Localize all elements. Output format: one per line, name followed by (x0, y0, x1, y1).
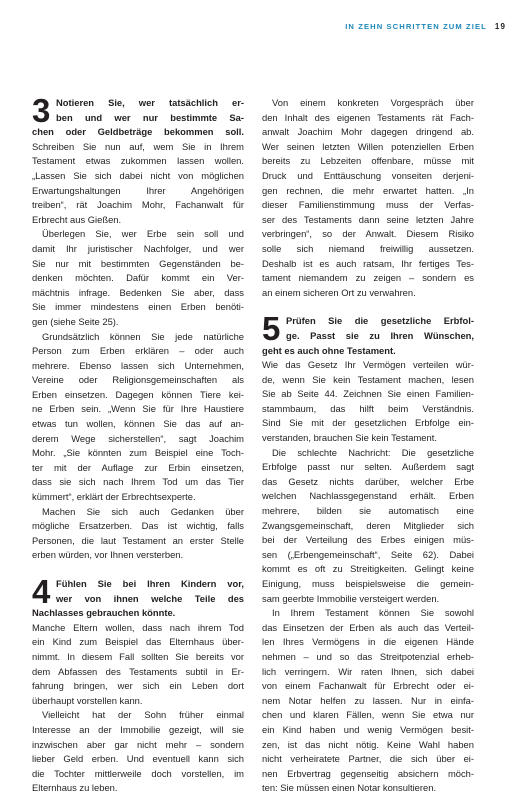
step-heading-line: Notieren Sie, wer tatsächlich er- (56, 97, 244, 108)
step-heading-line: ben und wer nur bestimmte Sa- (56, 111, 244, 123)
body-text-line: de, wenn Sie kein Testament machen, lesen (262, 373, 474, 385)
body-text-line: ne Erben sein. „Wenn Sie für Ihre Haustiere (32, 403, 244, 415)
body-text-line: von einem Fachanwalt für Erbrecht oder ei- (262, 680, 474, 692)
body-text-line: fahrung bringen, wer sich ein Leben dort (32, 680, 244, 692)
body-text-line: sen („Erbengemeinschaft“, Seite 62). Dabei (262, 548, 474, 560)
step-heading-line: Prüfen Sie die gesetzliche Erbfol- (286, 315, 474, 327)
body-text-line: chen und klaren Fällen, wenn Sie etwa nur (262, 709, 474, 721)
body-text-line: len Ihres Vermögens in die eigenen Hände (262, 636, 474, 648)
body-text-line: ten: Sie müssen einen Notar konsultieren. (262, 782, 437, 794)
body-text-line: sam geerbte Immobilie versteigert werden. (262, 592, 440, 604)
body-text-line: Erwartungshaltungen Ihrer Angehörigen (32, 184, 244, 196)
body-text-line: erben würden, vor Ihnen versterben. (32, 549, 184, 561)
body-text-line: In Ihrem Testament können Sie sowohl (272, 607, 474, 619)
body-text-line: denken möchten. Dafür kommt ein Ver- (32, 272, 244, 284)
body-text-line: Sie ab Seite 44. Zeichnen Sie einen Familien- (262, 388, 474, 400)
step-number: 5 (262, 310, 281, 348)
body-text-line: ter mit der Auflage zur Erbin einsetzen, (32, 461, 244, 473)
body-text-line: Wer seinen letzten Willen potenziellen Erben (262, 140, 474, 152)
body-text-line: Deshalb ist es auch ratsam, Ihr fertiges Tes- (262, 257, 474, 269)
body-text-line: Einigung, muss beispielsweise die gemein- (262, 578, 474, 589)
section-gap (262, 300, 474, 314)
body-text-line: Erbrecht aus Gießen. (32, 213, 122, 225)
step-number: 4 (32, 573, 51, 610)
body-text-line: Erben einsetzen. Dagegen können Tiere kei- (32, 388, 244, 400)
body-text-line: mächtnis infrage. Bedenken Sie aber, dass (32, 286, 244, 298)
body-text-line: Testament etwas zukommen lassen wollen. (32, 155, 244, 167)
body-text-line: ein Kind haben und wenig Vermögen besit- (262, 723, 474, 735)
body-text-line: Schreiben Sie nun auf, wem Sie in Ihrem (32, 140, 244, 152)
body-text-line: kommt es oft zu Streitigkeiten. Gelingt keine (262, 563, 474, 575)
running-head (345, 22, 506, 31)
body-text-line: ein Kind zum Beispiel das Elternhaus über- (32, 636, 244, 648)
body-text-line: anwalt Joachim Mohr dagegen dringend ab. (262, 126, 474, 138)
body-text-line: gen rechnen, die mehr erwartet hatten. „In (262, 184, 474, 196)
body-text-line: ser des Testaments dann seine letzten Jahre (262, 213, 474, 225)
body-text-line: mehrere, bilden sie automatisch eine (262, 505, 474, 517)
body-text-line: Person zum Erben erklären – oder auch (32, 345, 244, 357)
step-section (262, 310, 474, 796)
body-text-line: „Lassen Sie sich dabei nicht von möglichen (32, 169, 244, 181)
step-number: 3 (32, 92, 51, 129)
body-text-line: kümmert“, erklärt der Erbrechtsexperte. (32, 491, 196, 503)
step-heading-line: wer von ihnen welche Teile des (56, 592, 244, 604)
right-column (262, 96, 474, 796)
body-text-line: welchen Nachlassgegenstand erhält. Erben (262, 490, 474, 502)
body-text-line: mehrere. Ebenso lassen sich Unternehmen, (32, 359, 244, 371)
body-text-line: Sind Sie mit der gesetzlichen Erbfolge ein- (262, 417, 474, 429)
body-text-line: Die schlechte Nachricht: Die gesetzliche (272, 446, 474, 458)
body-text-line: lieber Geld erben. Und eventuell kann sich (32, 753, 244, 765)
body-text-line: Druck und Enttäuschung vonseiten derjeni- (262, 169, 474, 181)
body-text-line: bei der Verteilung des Erbes einigen müs- (262, 534, 474, 546)
body-text-line: nem Notar helfen zu lassen. Nur in einfa- (262, 694, 474, 706)
body-text-line: Interesse an der Immobilie gezeigt, will sie (32, 723, 244, 735)
body-text-line: gen (siehe Seite 25). (32, 315, 119, 327)
body-text-line: tament niemandem zu zeigen – sondern es (262, 272, 474, 284)
body-text-line: überhaupt vorstellen kann. (32, 694, 143, 706)
body-text-line: Überlegen Sie, wer Erbe sein soll und (42, 228, 244, 240)
step-heading-line: ge. Passt sie zu Ihren Wünschen, (286, 329, 474, 341)
section-gap (32, 563, 244, 577)
body-text-line: bereits zu Lebzeiten offenbare, müsse mit (262, 155, 474, 167)
body-text-line: das Gesetz nichts darüber, welcher Erbe (262, 475, 474, 487)
body-text-line: Zwangsgemeinschaft, deren Mitglieder sich (262, 519, 474, 531)
continued-section (262, 96, 474, 300)
body-text-line: nicht verheiratete Partner, die sich über ei- (262, 753, 474, 765)
body-text-line: dem Abfassen des Testaments subtil in Er- (32, 665, 244, 677)
left-column (32, 92, 244, 796)
step-section (32, 573, 244, 796)
body-text-line: verstanden, brauchen Sie kein Testament. (262, 432, 437, 444)
running-head-title: IN ZEHN SCHRITTEN ZUM ZIEL (345, 22, 487, 31)
body-text-line: treiben“, rät Joachim Mohr, Fachanwalt für (32, 199, 244, 211)
body-text-line: Elternhaus zu leben. (32, 782, 118, 794)
body-text-line: zen, ist das nicht nötig. Keine Wahl haben (262, 738, 474, 750)
body-text-line: solle sich niemand freiwillig aussetzen. (262, 242, 474, 254)
step-heading-line: Nachlasses gebrauchen könnte. (32, 607, 176, 619)
body-text-line: stammbaum, das hilft beim Verständnis. (262, 402, 474, 414)
body-text-line: Manche Eltern wollen, dass nach ihrem Tod (32, 621, 244, 633)
step-heading-line: chen oder Geldbeträge bekommen soll. (32, 126, 244, 138)
body-text-line: mögliche Ersatzerben. Das ist wichtig, falls (32, 520, 244, 532)
body-text-line: Wie das Gesetz Ihr Vermögen verteilen wür- (262, 359, 474, 371)
body-text-line: das Einsetzen der Erben als auch das Verteil- (262, 621, 474, 633)
body-text-line: Mohr. „Sie könnten zum Beispiel eine Toch- (32, 447, 244, 459)
step-heading-line: Fühlen Sie bei Ihren Kindern vor, (56, 578, 244, 589)
body-text-line: an einem sicheren Ort zu verwahren. (262, 286, 416, 298)
body-text-line: verbringen“, so der Anwalt. Diesem Risiko (262, 228, 474, 240)
body-text-line: dieser Familienstimmung muss der Verfas- (262, 199, 474, 211)
body-text-line: nehmen – und so das Streitpotenzial erheb- (262, 650, 474, 662)
body-text-line: dass sie sich nach Ihrem Tod um das Tier (32, 476, 244, 488)
body-text-line: Personen, die laut Testament an erster Stelle (32, 534, 244, 546)
body-text-line: Vereine oder Religionsgemeinschaften als (32, 374, 244, 386)
body-text-line: Von einem konkreten Vorgespräch über (272, 97, 474, 108)
body-text-line: Sie nur mit bestimmten Gegenständen be- (32, 257, 244, 269)
page-number: 19 (494, 22, 506, 31)
body-text-line: Sie immer mindestens einen Erben benöti- (32, 301, 244, 313)
body-text-line: den Inhalt des eigenen Testaments rät Fach- (262, 111, 474, 123)
body-text-line: Grundsätzlich können Sie jede natürliche (42, 330, 244, 342)
body-text-line: derem Wege sicherstellen“, sagt Joachim (32, 432, 244, 444)
body-text-line: etwas tun wollen, können Sie das auf an- (32, 418, 244, 430)
body-text-line: inzwischen aber gar nicht mehr – sondern (32, 738, 244, 750)
body-text-line: lich verringern. Wir raten Ihnen, sich dabei (262, 665, 474, 677)
body-text-line: nimmt. In diesem Fall sollten Sie bereits vor (32, 650, 244, 662)
step-section (32, 92, 244, 563)
body-text-line: die Tochter mittlerweile doch vorstellen, im (32, 767, 244, 779)
body-text-line: damit Ihr juristischer Nachfolger, und wer (32, 242, 244, 254)
body-text-line: Machen Sie sich auch Gedanken über (42, 505, 244, 517)
step-heading-line: geht es auch ohne Testament. (262, 344, 396, 356)
body-text-line: nen Erbvertrag gegenseitig absichern möch- (262, 767, 474, 779)
body-text-line: Erbfolge passt nur selten. Außerdem sagt (262, 461, 474, 473)
body-text-line: Vielleicht hat der Sohn früher einmal (42, 709, 244, 721)
